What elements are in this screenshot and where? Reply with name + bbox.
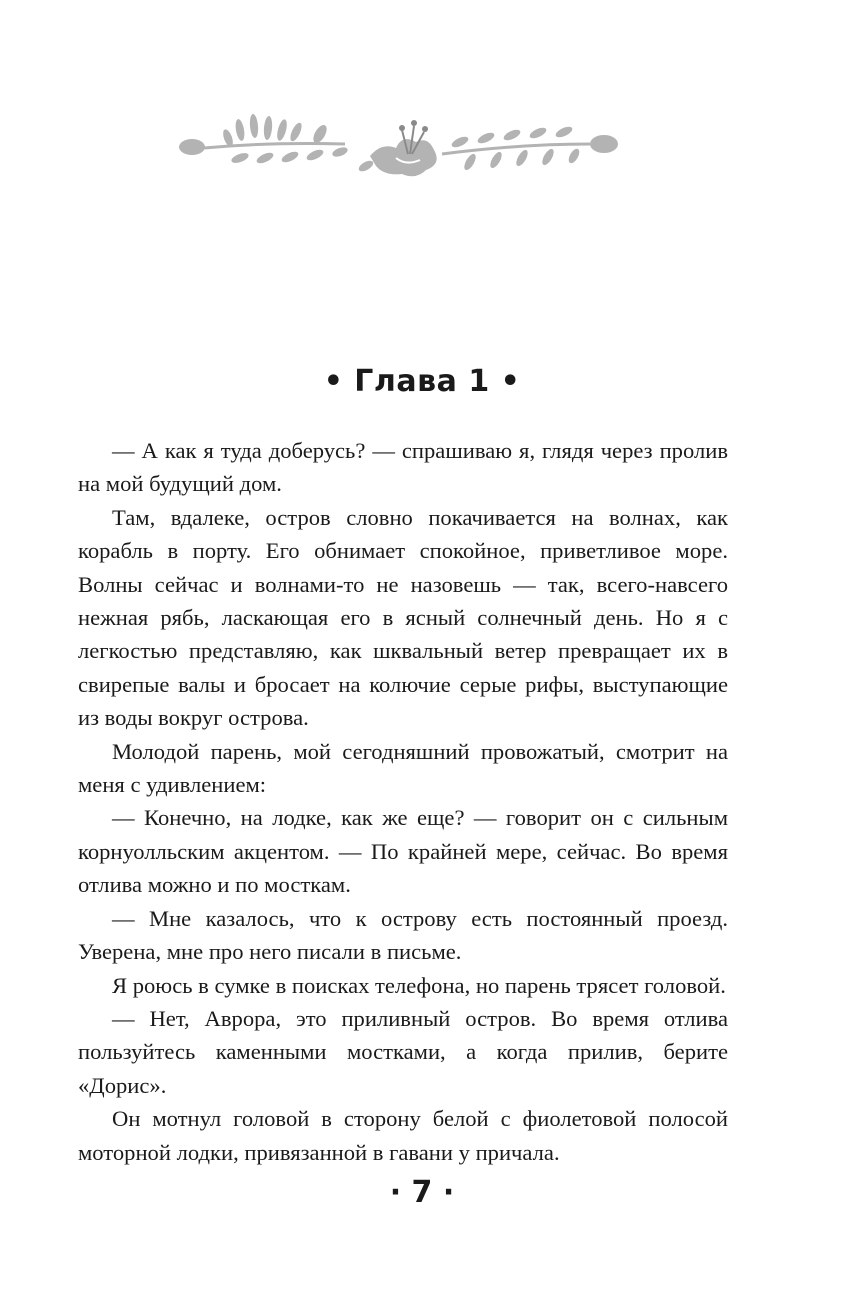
right-branch-icon <box>442 125 618 172</box>
floral-ornament-icon <box>170 108 626 192</box>
paragraph: Я роюсь в сумке в поисках телефона, но парень трясет головой. <box>112 972 726 998</box>
paragraph: Там, вдалеке, остров словно покачивается на волнах, как корабль в порту. Его обнимает спокойное, приветливое море. Волны сейчас и волнами-то не назовешь — так, всего-навсего нежная рябь, ласкающая его в ясный солнечный день. Но я с легкостью представляю, как шквальный ветер превращает их в свирепые валы и бросает на колючие серые рифы, выступающие из воды вокруг острова. <box>78 504 728 731</box>
chapter-title: • Глава 1 • <box>323 364 521 399</box>
page-number: · 7 · <box>389 1175 455 1210</box>
paragraph: Он мотнул головой в сторону белой с фиолетовой полосой моторной лодки, привязанной в гавани у причала. <box>78 1106 728 1165</box>
paragraph: — А как я туда доберусь? — спрашиваю я, глядя через пролив на мой будущий дом. <box>78 438 728 497</box>
paragraph: — Конечно, на лодке, как же еще? — говорит он с сильным корнуолльским акцентом. — По крайней мере, сейчас. Во время отлива можно и по мосткам. <box>78 805 728 898</box>
paragraph: — Нет, Аврора, это приливный остров. Во время отлива пользуйтесь каменными мостками, а когда прилив, берите «Дорис». <box>78 1005 728 1098</box>
body-text <box>78 434 728 1169</box>
paragraph: Молодой парень, мой сегодняшний провожатый, смотрит на меня с удивлением: <box>78 738 728 798</box>
central-flower-icon <box>357 120 437 176</box>
paragraph: — Мне казалось, что к острову есть постоянный проезд. Уверена, мне про него писали в письме. <box>78 905 728 965</box>
left-branch-icon <box>179 114 349 166</box>
